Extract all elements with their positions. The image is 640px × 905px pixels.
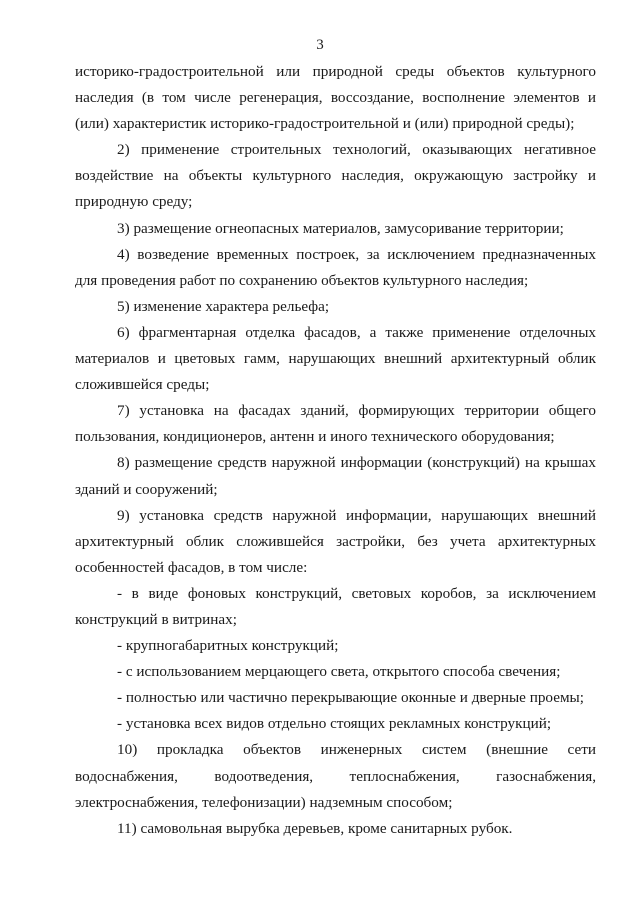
sub-item-flickering-light: - с использованием мерцающего света, открытого способа свечения;	[117, 663, 561, 681]
list-item-11: 11) самовольная вырубка деревьев, кроме санитарных рубок.	[117, 819, 513, 837]
list-item-6: 6) фрагментарная отделка фасадов, а также применение отделочных материалов и цветовых гамм, нарушающих внешний архитектурный облик сложившейся среды;	[75, 323, 596, 394]
list-item-10: 10) прокладка объектов инженерных систем (внешние сети водоснабжения, водоотведения, теплоснабжения, газоснабжения, электроснабжения, телефонизации) надземным способом;	[75, 741, 596, 811]
list-item-7: 7) установка на фасадах зданий, формирующих территории общего пользования, кондиционеров, антенн и иного технического оборудования;	[75, 402, 596, 446]
list-item-5: 5) изменение характера рельефа;	[117, 297, 330, 315]
page-number: 3	[316, 37, 324, 53]
sub-item-window-overlap: - полностью или частично перекрывающие оконные и дверные проемы;	[117, 689, 584, 707]
sub-item-background-constructions: - в виде фоновых конструкций, световых коробов, за исключением конструкций в витринах;	[75, 584, 596, 628]
list-item-4: 4) возведение временных построек, за исключением предназначенных для проведения работ по сохранению объектов культурного наследия;	[75, 245, 596, 289]
sub-item-large-constructions: - крупногабаритных конструкций;	[117, 637, 339, 655]
paragraph-continuation: историко-градостроительной или природной среды объектов культурного наследия (в том числе регенерация, воссоздание, восполнение элементов и (или) характеристик историко-градостроительной и (или) природной среды);	[75, 63, 596, 133]
sub-item-standalone-ads: - установка всех видов отдельно стоящих рекламных конструкций;	[117, 715, 552, 733]
document-body	[75, 59, 596, 842]
list-item-2: 2) применение строительных технологий, оказывающих негативное воздействие на объекты культурного наследия, окружающую застройку и природную среду;	[75, 141, 596, 211]
list-item-9: 9) установка средств наружной информации, нарушающих внешний архитектурный облик сложившейся застройки, без учета архитектурных особенностей фасадов, в том числе:	[75, 506, 596, 576]
list-item-3: 3) размещение огнеопасных материалов, замусоривание территории;	[117, 219, 564, 237]
list-item-8: 8) размещение средств наружной информации (конструкций) на крышах зданий и сооружений;	[75, 454, 596, 498]
